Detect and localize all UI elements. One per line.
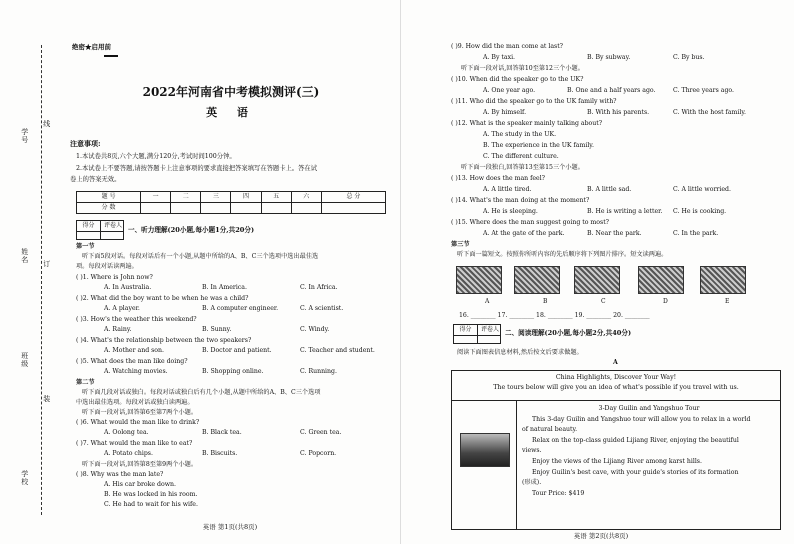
score-cell: 二 (171, 192, 201, 203)
exam-page-2 (400, 0, 794, 544)
q15-option-a: A. At the gate of the park. (483, 230, 565, 237)
picture-label-d: D (663, 298, 668, 305)
q6-option-b: B. Black tea. (202, 429, 242, 436)
tour-line-7: (形成). (522, 479, 542, 486)
picture-label-b: B (543, 298, 548, 305)
class-label: 班级 (20, 352, 29, 368)
q8-option-b: B. He was locked in his room. (104, 491, 198, 498)
q15-option-b: B. Near the park. (587, 230, 642, 237)
picture-row (456, 266, 776, 296)
part-2-sub-2: 听下面一段对话,回答第8至第9两个小题。 (82, 461, 198, 468)
tour-line-4: views. (522, 447, 542, 454)
q12-option-b: B. The experience in the UK family. (483, 142, 594, 149)
q3-option-a: A. Rainy. (104, 326, 132, 333)
q7-option-a: A. Potato chips. (104, 450, 153, 457)
listening-picture-c (574, 266, 620, 294)
q1-option-b: B. In America. (202, 284, 247, 291)
listening-picture-a (456, 266, 502, 294)
page-1-footer: 英语 第1页(共8页) (202, 523, 258, 531)
grader-box-grader-label: 评卷人 (103, 222, 122, 229)
q5-option-a: A. Watching movies. (104, 368, 168, 375)
score-cell (201, 203, 231, 214)
notes-header: 注意事项: (70, 139, 101, 148)
tour-line-5: Enjoy the views of the Lijiang River among karst hills. (532, 458, 702, 465)
ordering-blanks: 16. ________ 17. ________ 18. ________ 19. ________ 20. ________ (459, 312, 650, 319)
part-2-instruction: 听下面几段对话或独白。每段对话或独白后有几个小题,从题中所给的A、B、C三个选项 (82, 389, 321, 396)
q14-option-b: B. He is writing a letter. (587, 208, 663, 215)
score-cell (321, 203, 385, 214)
q11-option-b: B. With his parents. (587, 109, 650, 116)
q2-option-a: A. A player. (104, 305, 140, 312)
q8-option-c: C. He had to wait for his wife. (104, 501, 198, 508)
question-13: ( )13. How does the man feel? (451, 175, 545, 182)
grader-box-2 (453, 324, 501, 344)
part-2-sub-4: 听下面一段独白,回答第13至第15三个小题。 (461, 164, 584, 171)
q1-option-a: A. In Australia. (104, 284, 152, 291)
listening-picture-b (514, 266, 560, 294)
tour-price: Tour Price: $419 (532, 490, 585, 497)
q6-option-c: C. Green tea. (300, 429, 342, 436)
q10-option-c: C. Three years ago. (673, 87, 734, 94)
header-dash (104, 55, 118, 57)
score-cell: 总 分 (321, 192, 385, 203)
part-1-instruction: 听下面5段对话。每段对话后有一个小题,从题中所给的A、B、C三个选项中选出最佳选 (82, 253, 319, 260)
question-2: ( )2. What did the boy want to be when he was a child? (76, 295, 249, 302)
section-1-title: 一、听力理解(20小题,每小题1分,共20分) (128, 226, 255, 234)
grader-box-score-label: 得分 (77, 221, 101, 231)
q7-option-c: C. Popcorn. (300, 450, 337, 457)
tour-line-3: Relax on the top-class guided Lijiang River, enjoying the beautiful (532, 437, 739, 444)
part-3-head: 第三节 (451, 241, 470, 248)
question-8: ( )8. Why was the man late? (76, 471, 164, 478)
score-cell: 五 (261, 192, 291, 203)
score-table-header-row (77, 192, 386, 203)
tour-line-6: Enjoy Guilin's best cave, with your guide's stories of its formation (532, 469, 739, 476)
ad-subheadline: The tours below will give you an idea of what's possible if you travel with us. (493, 383, 739, 391)
q4-option-c: C. Teacher and student. (300, 347, 375, 354)
q3-option-b: B. Sunny. (202, 326, 232, 333)
confidential-label: 绝密★启用前 (72, 43, 111, 51)
q7-option-b: B. Biscuits. (202, 450, 238, 457)
score-cell: 三 (201, 192, 231, 203)
part-2-head: 第二节 (76, 379, 95, 386)
score-cell (261, 203, 291, 214)
q11-option-a: A. By himself. (483, 109, 527, 116)
exam-title: 2022年河南省中考模拟测评(三) (142, 85, 320, 99)
guilin-photo (460, 433, 510, 467)
q5-option-c: C. Running. (300, 368, 337, 375)
q9-option-a: A. By taxi. (483, 54, 516, 61)
score-table-value-row (77, 203, 386, 214)
score-cell: 题 号 (77, 192, 141, 203)
q14-option-a: A. He is sleeping. (483, 208, 538, 215)
student-id-label: 学号 (20, 128, 29, 144)
bind-mark: 订 (42, 260, 51, 268)
grader-box-score-label: 得分 (454, 325, 478, 335)
score-cell (171, 203, 201, 214)
section-2-title: 二、阅读理解(20小题,每小题2分,共40分) (505, 329, 632, 337)
question-14: ( )14. What's the man doing at the moment? (451, 197, 590, 204)
question-3: ( )3. How's the weather this weekend? (76, 316, 197, 323)
reading-instruction: 阅读下面图表信息材料,然后按文后要求做题。 (457, 349, 583, 356)
picture-label-c: C (601, 298, 606, 305)
question-7: ( )7. What would the man like to eat? (76, 440, 193, 447)
binding-margin (0, 0, 62, 544)
score-cell: 四 (231, 192, 261, 203)
q9-option-c: C. By bus. (673, 54, 705, 61)
question-12: ( )12. What is the speaker mainly talking about? (451, 120, 603, 127)
part-3-instruction: 听下面一篇短文。按照你所听内容的先后顺序将下列图片排序。短文读两遍。 (457, 251, 668, 258)
note-1: 1.本试卷共8页,六个大题,满分120分,考试时间100分钟。 (76, 153, 236, 160)
note-3: 卷上的答案无效。 (70, 176, 121, 183)
passage-letter: A (613, 359, 618, 366)
mount-mark: 装 (42, 395, 51, 403)
listening-picture-e (700, 266, 746, 294)
question-11: ( )11. Who did the speaker go to the UK family with? (451, 98, 617, 105)
ad-header (452, 371, 780, 401)
q2-option-c: C. A scientist. (300, 305, 344, 312)
ad-headline: China Highlights, Discover Your Way! (555, 374, 677, 381)
school-label: 学校 (20, 470, 29, 486)
ad-divider (516, 401, 517, 529)
q6-option-a: A. Oolong tea. (104, 429, 149, 436)
binding-dashed-line (41, 45, 42, 515)
q13-option-c: C. A little worried. (673, 186, 731, 193)
q8-option-a: A. His car broke down. (104, 481, 176, 488)
q9-option-b: B. By subway. (587, 54, 631, 61)
q11-option-c: C. With the host family. (673, 109, 746, 116)
tour-line-1: This 3-day Guilin and Yangshuo tour will allow you to relax in a world (532, 416, 751, 423)
question-1: ( )1. Where is John now? (76, 274, 153, 281)
q5-option-b: B. Shopping online. (202, 368, 264, 375)
q14-option-c: C. He is cooking. (673, 208, 727, 215)
question-10: ( )10. When did the speaker go to the UK? (451, 76, 584, 83)
score-cell (231, 203, 261, 214)
question-4: ( )4. What's the relationship between the two speakers? (76, 337, 252, 344)
score-cell (291, 203, 321, 214)
subject-title: 英 语 (206, 106, 256, 119)
grader-box (76, 220, 124, 240)
q13-option-a: A. A little tired. (483, 186, 532, 193)
question-5: ( )5. What does the man like doing? (76, 358, 188, 365)
tour-title: 3-Day Guilin and Yangshuo Tour (598, 405, 700, 412)
q4-option-a: A. Mother and son. (104, 347, 164, 354)
page-2-footer: 英语 第2页(共8页) (573, 532, 629, 540)
picture-label-a: A (485, 298, 490, 305)
q2-option-b: B. A computer engineer. (202, 305, 279, 312)
part-2-sub-3: 听下面一段对话,回答第10至第12三个小题。 (461, 65, 584, 72)
score-table (76, 191, 386, 214)
q3-option-c: C. Windy. (300, 326, 330, 333)
q1-option-c: C. In Africa. (300, 284, 338, 291)
question-6: ( )6. What would the man like to drink? (76, 419, 200, 426)
question-15: ( )15. Where does the man suggest going to most? (451, 219, 609, 226)
part-1-head: 第一节 (76, 243, 95, 250)
score-cell: 一 (141, 192, 171, 203)
q12-option-c: C. The different culture. (483, 153, 559, 160)
score-cell (141, 203, 171, 214)
tour-line-2: of natural beauty. (522, 426, 578, 433)
line-mark: 线 (42, 120, 51, 128)
q10-option-a: A. One year ago. (483, 87, 536, 94)
score-cell: 六 (291, 192, 321, 203)
q4-option-b: B. Doctor and patient. (202, 347, 272, 354)
q13-option-b: B. A little sad. (587, 186, 632, 193)
score-cell: 分 数 (77, 203, 141, 214)
part-1-instruction-cont: 项。每段对话读两遍。 (76, 263, 138, 270)
q10-option-b: B. One and a half years ago. (567, 87, 656, 94)
question-9: ( )9. How did the man come at last? (451, 43, 564, 50)
q15-option-c: C. In the park. (673, 230, 719, 237)
travel-ad-box (451, 370, 781, 530)
name-label: 姓名 (20, 248, 29, 264)
listening-picture-d (638, 266, 684, 294)
grader-box-grader-label: 评卷人 (480, 326, 499, 333)
q12-option-a: A. The study in the UK. (483, 131, 557, 138)
picture-label-e: E (725, 298, 730, 305)
part-2-instruction-cont: 中选出最佳选项。每段对话或独白读两遍。 (76, 399, 194, 406)
part-2-sub-1: 听下面一段对话,回答第6至第7两个小题。 (82, 409, 198, 416)
note-2: 2.本试卷上不要答题,请按答题卡上注意事项的要求直接把答案填写在答题卡上。答在试 (76, 165, 317, 172)
